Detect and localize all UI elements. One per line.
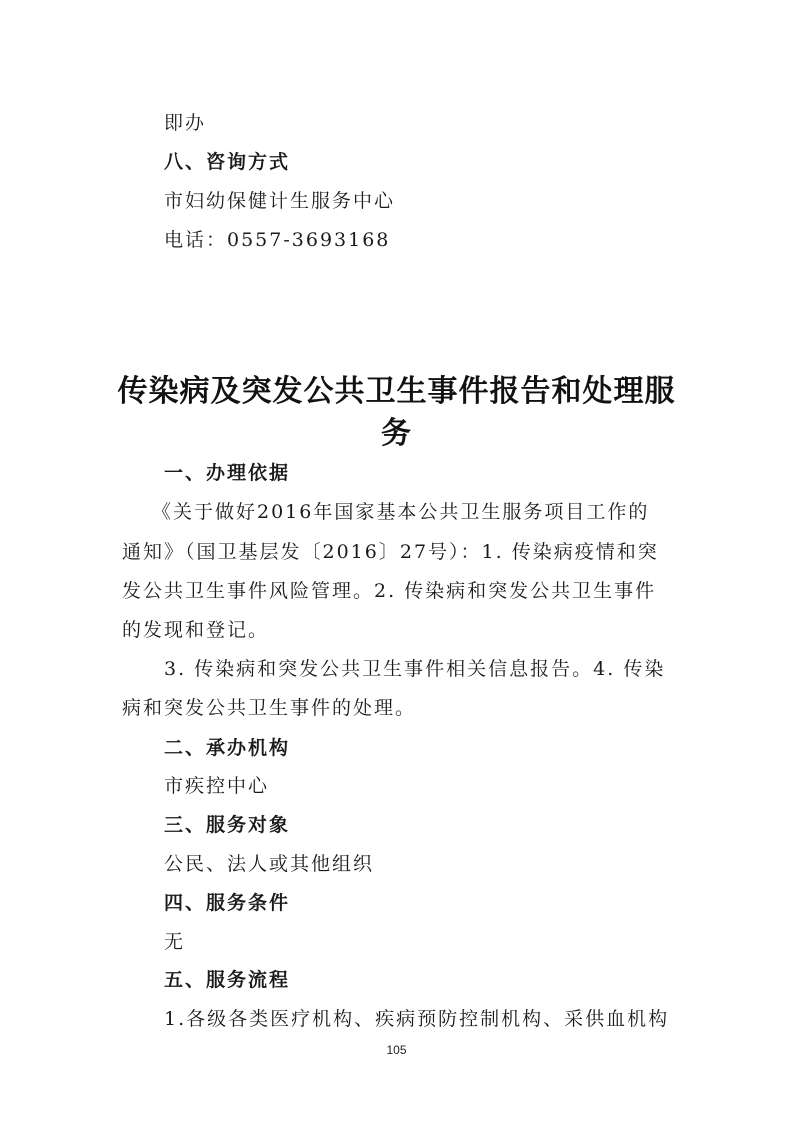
section-heading-consult: 八、咨询方式 [164,151,291,173]
document-title-line2: 务 [381,416,412,451]
basis-text-line: 的发现和登记。 [122,619,270,641]
page-number: 105 [386,1043,407,1057]
consult-phone: 电话：0557-3693168 [164,229,391,251]
section-heading-target: 三、服务对象 [164,814,291,836]
target-value: 公民、法人或其他组织 [164,853,375,875]
process-text-line: 1.各级各类医疗机构、疾病预防控制机构、采供血机构 [164,1008,670,1030]
text-line: 即办 [164,112,207,134]
basis-text-line: 《关于做好2016年国家基本公共卫生服务项目工作的 [152,501,650,523]
basis-text-line: 病和突发公共卫生事件的处理。 [122,697,417,719]
section-heading-condition: 四、服务条件 [164,892,291,914]
basis-text-line: 发公共卫生事件风险管理。2. 传染病和突发公共卫生事件 [122,580,657,602]
section-heading-basis: 一、办理依据 [164,462,291,484]
section-heading-process: 五、服务流程 [164,969,291,991]
consult-org: 市妇幼保健计生服务中心 [164,190,396,212]
org-value: 市疾控中心 [164,775,270,797]
basis-text-line: 3. 传染病和突发公共卫生事件相关信息报告。4. 传染 [164,658,666,680]
condition-value: 无 [164,931,186,953]
basis-text-line: 通知》（国卫基层发〔2016〕27号）：1. 传染病疫情和突 [122,541,659,563]
document-title-line1: 传染病及突发公共卫生事件报告和处理服 [117,374,676,409]
section-heading-org: 二、承办机构 [164,737,291,759]
